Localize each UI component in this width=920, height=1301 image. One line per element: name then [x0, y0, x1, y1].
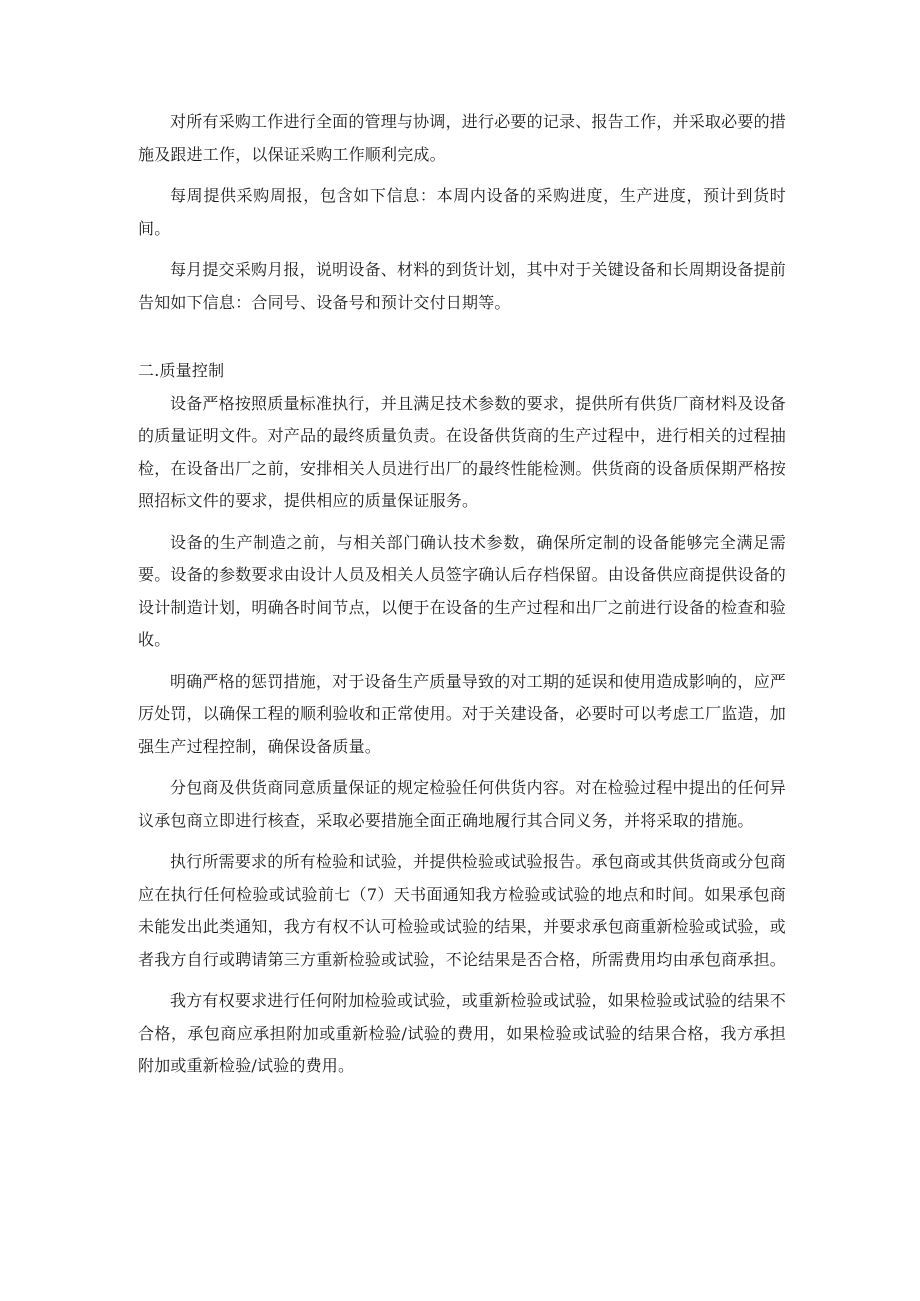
document-page — [138, 106, 786, 1092]
paragraph-procurement-coordination: 对所有采购工作进行全面的管理与协调，进行必要的记录、报告工作，并采取必要的措施及跟进工作，以保证采购工作顺利完成。 — [138, 112, 786, 164]
paragraph-monthly-report: 每月提交采购月报，说明设备、材料的到货计划，其中对于关键设备和长周期设备提前告知如下信息：合同号、设备号和预计交付日期等。 — [138, 260, 786, 312]
paragraph-manufacturing-parameters: 设备的生产制造之前，与相关部门确认技术参数，确保所定制的设备能够完全满足需要。设备的参数要求由设计人员及相关人员签字确认后存档保留。由设备供应商提供设备的设计制造计划，明确各时间节点，以便于在设备的生产过程和出厂之前进行设备的检查和验收。 — [138, 532, 787, 649]
paragraph-weekly-report: 每周提供采购周报，包含如下信息：本周内设备的采购进度，生产进度，预计到货时间。 — [138, 186, 786, 238]
paragraph-additional-inspection: 我方有权要求进行任何附加检验或试验，或重新检验或试验，如果检验或试验的结果不合格，承包商应承担附加或重新检验/试验的费用，如果检验或试验的结果合格，我方承担附加或重新检验/试验的费用。 — [138, 991, 786, 1075]
paragraph-penalty-measures: 明确严格的惩罚措施，对于设备生产质量导致的对工期的延误和使用造成影响的，应严厉处罚，以确保工程的顺利验收和正常使用。对于关建设备，必要时可以考虑工厂监造，加强生产过程控制，确保设备质量。 — [138, 671, 787, 756]
paragraph-quality-standards: 设备严格按照质量标准执行，并且满足技术参数的要求，提供所有供货厂商材料及设备的质量证明文件。对产品的最终质量负责。在设备供货商的生产过程中，进行相关的过程抽检，在设备出厂之前，安排相关人员进行出厂的最终性能检测。供货商的设备质保期严格按照招标文件的要求，提供相应的质量保证服务。 — [138, 393, 787, 510]
paragraph-subcontractor-inspection: 分包商及供货商同意质量保证的规定检验任何供货内容。对在检验过程中提出的任何异议承包商立即进行核查，采取必要措施全面正确地履行其合同义务，并将采取的措施。 — [138, 778, 786, 830]
paragraph-inspection-notification: 执行所需要求的所有检验和试验，并提供检验或试验报告。承包商或其供货商或分包商应在执行任何检验或试验前七（7）天书面通知我方检验或试验的地点和时间。如果承包商未能发出此类通知，我方有权不认可检验或试验的结果，并要求承包商重新检验或试验，或者我方自行或聘请第三方重新检验或试验，不论结果是否合格，所需费用均由承包商承担。 — [138, 852, 787, 969]
section-heading-quality-control: 二.质量控制 — [138, 361, 225, 380]
